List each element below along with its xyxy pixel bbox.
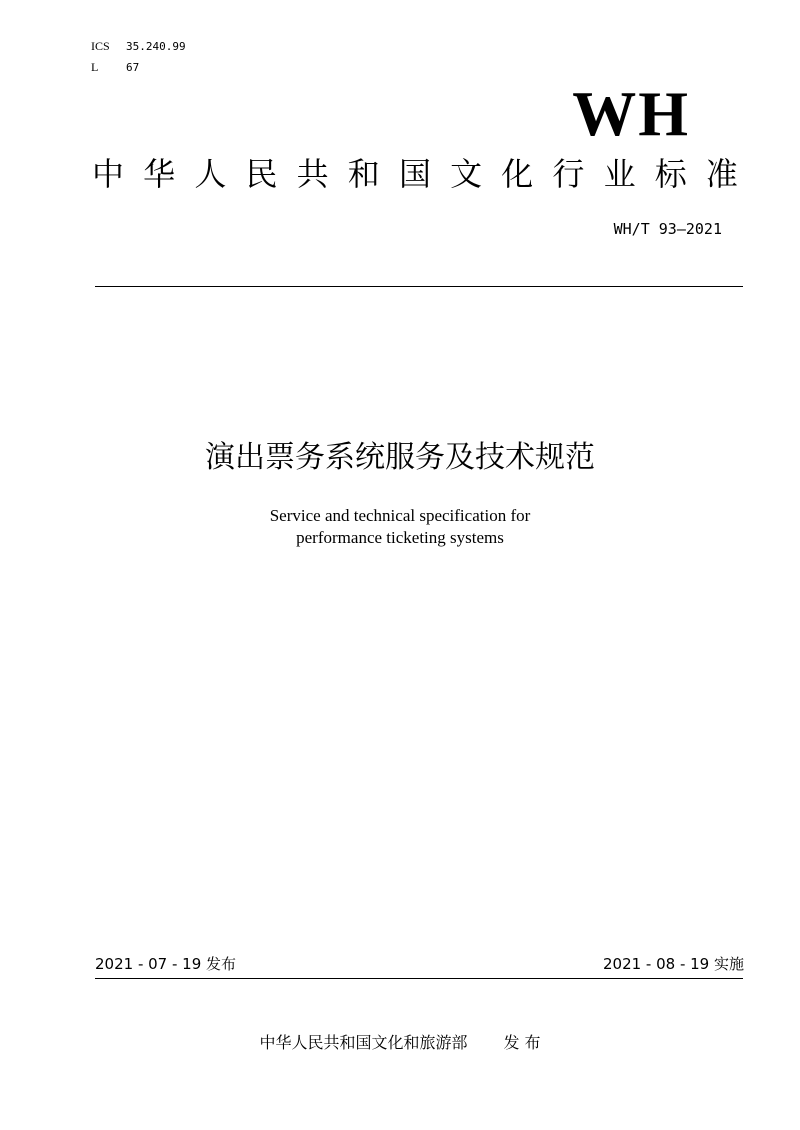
l-label: L (91, 60, 99, 74)
document-title-zh: 演出票务系统服务及技术规范 (205, 440, 595, 475)
org-title-char: 华 (143, 155, 176, 193)
wh-logo: WH (572, 78, 690, 149)
issue-date: 2021 - 07 - 19 发布 (95, 955, 237, 973)
org-title-char: 人 (194, 155, 227, 193)
org-title-char: 化 (501, 155, 534, 193)
title-en-line-2: performance ticketing systems (296, 528, 504, 547)
ics-label: ICS (91, 39, 110, 53)
org-title-char: 准 (705, 155, 738, 193)
ics-value: 35.240.99 (126, 40, 186, 53)
org-title-char: 文 (450, 155, 483, 193)
implementation-date: 2021 - 08 - 19 实施 (602, 955, 744, 973)
title-en-line-1: Service and technical specification for (269, 506, 531, 525)
bottom-divider (95, 978, 743, 979)
standard-number: WH/T 93—2021 (613, 220, 722, 238)
ics-classification (91, 38, 186, 55)
standard-org-title (92, 152, 738, 196)
org-title-char: 标 (654, 155, 687, 193)
top-divider (95, 286, 743, 287)
org-title-char: 和 (347, 155, 380, 193)
org-title-char: 业 (603, 155, 636, 193)
publisher-action: 发 布 (503, 1033, 541, 1052)
org-title-char: 中 (92, 155, 125, 193)
publisher-line (0, 1031, 800, 1055)
org-title-char: 行 (552, 155, 585, 193)
org-title-char: 共 (296, 155, 329, 193)
publisher-name: 中华人民共和国文化和旅游部 (259, 1033, 468, 1052)
document-title-en (0, 505, 800, 549)
l-value: 67 (126, 61, 140, 74)
org-title-char: 民 (245, 155, 278, 193)
org-title-char: 国 (398, 155, 431, 193)
l-classification (91, 59, 139, 76)
